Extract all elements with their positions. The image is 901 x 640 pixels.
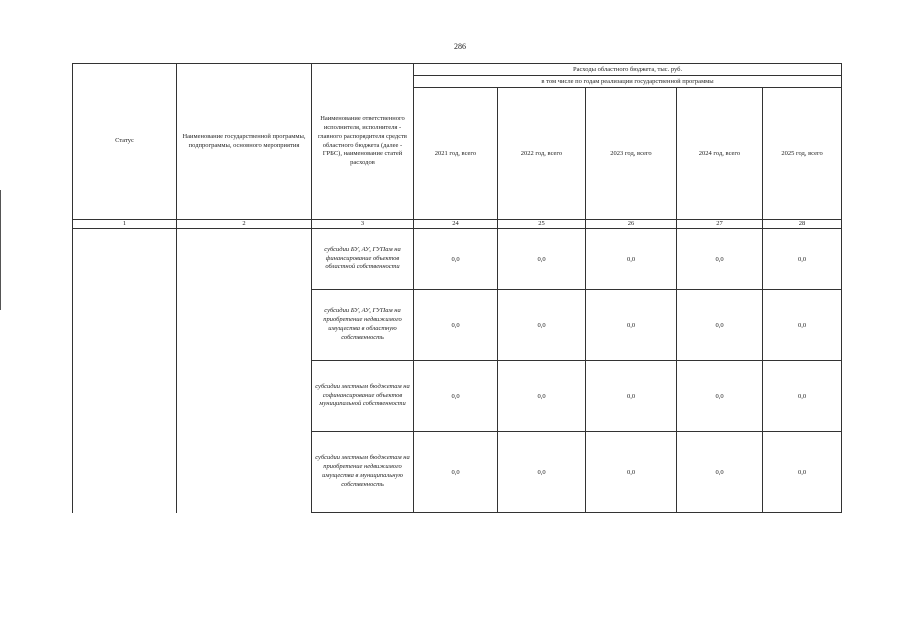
column-index: 1 (73, 220, 177, 229)
column-index: 3 (312, 220, 414, 229)
value-cell: 0,0 (763, 290, 842, 361)
expense-item: субсидии БУ, АУ, ГУПам на приобретение недвижимого имущества в областную собственность (312, 290, 414, 361)
value-cell: 0,0 (414, 432, 498, 513)
expense-item: субсидии местным бюджетам на приобретение недвижимого имущества в муниципальную собственность (312, 432, 414, 513)
value-cell: 0,0 (586, 229, 677, 290)
header-year-2025: 2025 год, всего (763, 88, 842, 220)
value-cell: 0,0 (414, 361, 498, 432)
value-cell: 0,0 (498, 229, 586, 290)
page-number: 286 (454, 42, 466, 51)
value-cell: 0,0 (586, 290, 677, 361)
header-year-2022: 2022 год, всего (498, 88, 586, 220)
header-status: Статус (73, 64, 177, 220)
header-expenses: Расходы областного бюджета, тыс. руб. (414, 64, 842, 76)
header-year-2021: 2021 год, всего (414, 88, 498, 220)
header-year-2024: 2024 год, всего (677, 88, 763, 220)
value-cell: 0,0 (414, 229, 498, 290)
value-cell: 0,0 (763, 361, 842, 432)
table-row (73, 229, 842, 290)
value-cell: 0,0 (414, 290, 498, 361)
value-cell: 0,0 (677, 361, 763, 432)
column-index: 24 (414, 220, 498, 229)
header-year-2023: 2023 год, всего (586, 88, 677, 220)
column-index: 26 (586, 220, 677, 229)
value-cell: 0,0 (586, 361, 677, 432)
status-cell (73, 229, 177, 513)
expense-item: субсидии местным бюджетам на софинансирование объектов муниципальной собственности (312, 361, 414, 432)
value-cell: 0,0 (498, 361, 586, 432)
header-executor: Наименование ответственного исполнителя, исполнителя - главного распорядителя средств областного бюджета (далее - ГРБС), наименование статей расходов (312, 64, 414, 220)
scan-margin-line (0, 190, 1, 310)
column-index-row (73, 220, 842, 229)
value-cell: 0,0 (586, 432, 677, 513)
column-index: 28 (763, 220, 842, 229)
value-cell: 0,0 (763, 229, 842, 290)
value-cell: 0,0 (677, 432, 763, 513)
header-program: Наименование государственной программы, подпрограммы, основного мероприятия (177, 64, 312, 220)
column-index: 2 (177, 220, 312, 229)
value-cell: 0,0 (498, 290, 586, 361)
value-cell: 0,0 (677, 290, 763, 361)
value-cell: 0,0 (677, 229, 763, 290)
header-years-group: в том числе по годам реализации государственной программы (414, 76, 842, 88)
program-cell (177, 229, 312, 513)
expense-item: субсидии БУ, АУ, ГУПам на финансирование объектов областной собственности (312, 229, 414, 290)
column-index: 25 (498, 220, 586, 229)
column-index: 27 (677, 220, 763, 229)
value-cell: 0,0 (498, 432, 586, 513)
budget-table (72, 63, 842, 513)
value-cell: 0,0 (763, 432, 842, 513)
